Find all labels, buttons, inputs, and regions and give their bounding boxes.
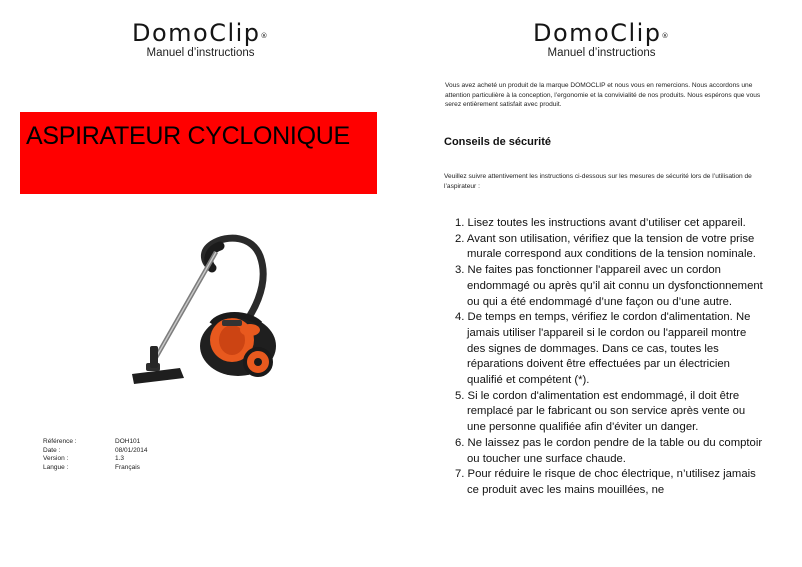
manual-subtitle: Manuel d’instructions [547, 47, 656, 59]
safety-instructions-list [455, 216, 765, 499]
product-title: ASPIRATEUR CYCLONIQUE [26, 122, 350, 150]
title-banner [20, 112, 377, 194]
meta-key: Langue : [43, 463, 69, 471]
meta-key: Version : [43, 455, 69, 462]
meta-row-version [43, 455, 148, 464]
registered-mark: ® [661, 32, 671, 40]
brand-logo-text: DomoClip [131, 19, 261, 47]
document-metadata [43, 438, 148, 472]
meta-key: Date : [43, 446, 61, 454]
content-header [401, 20, 802, 59]
list-item: 7. Pour réduire le risque de choc électrique, n’utilisez jamais ce produit avec les mains mouillées, ne [455, 468, 756, 496]
registered-mark: ® [260, 32, 270, 40]
content-page [401, 0, 802, 567]
section-title: Conseils de sécurité [444, 136, 551, 148]
meta-key: Référence : [43, 438, 77, 445]
vacuum-cleaner-image [120, 228, 280, 390]
list-item: 5. Si le cordon d'alimentation est endommagé, il doit être remplacé par le fabricant ou son service après vente ou une personne qualifiée afin d'éviter un danger. [455, 389, 746, 434]
crevice-tool [150, 346, 158, 368]
list-item: 3. Ne faites pas fonctionner l'appareil avec un cordon endommagé ou après qu’il ait connu un dysfonctionnement ou qui a été endommagé d’une façon ou d’une autre. [455, 264, 763, 308]
manual-subtitle: Manuel d’instructions [146, 47, 255, 59]
meta-row-language [43, 464, 148, 473]
meta-value: Français [115, 463, 140, 471]
cover-header [0, 20, 401, 59]
meta-value: 08/01/2014 [115, 446, 148, 454]
meta-value: 1.3 [115, 455, 125, 462]
list-item: 6. Ne laissez pas le cordon pendre de la table ou du comptoir ou toucher une surface chaude. [455, 436, 763, 465]
list-item: 1. Lisez toutes les instructions avant d’utiliser cet appareil. [455, 217, 746, 229]
brand-logo [0, 20, 401, 46]
lead-paragraph: Veuillez suivre attentivement les instructions ci-dessous sur les mesures de sécurité lors de l’utilisation de l’aspirateur : [444, 173, 752, 190]
meta-row-date [43, 447, 148, 456]
brand-logo [401, 20, 802, 46]
intro-paragraph: Vous avez acheté un produit de la marque DOMOCLIP et nous vous en remercions. Nous accordons une attention particulière à la conception, l’ergonomie et la convivialité de nos produits. Nous espérons que vous serez entièrement satisfait avec produit. [445, 82, 761, 109]
list-item: 4. De temps en temps, vérifiez le cordon d'alimentation. Ne jamais utiliser l'appareil si le cordon ou l'appareil montre des signes de dommages. Dans ce cas, toutes les réparations doivent être effectuées par un électricien qualifié et compétent (*). [455, 311, 751, 387]
list-item: 2. Avant son utilisation, vérifiez que la tension de votre prise murale correspond aux conditions de la tension nominale. [455, 232, 756, 261]
meta-value: DOH101 [115, 438, 141, 445]
brand-logo-text: DomoClip [532, 19, 662, 47]
meta-row-reference [43, 438, 148, 447]
